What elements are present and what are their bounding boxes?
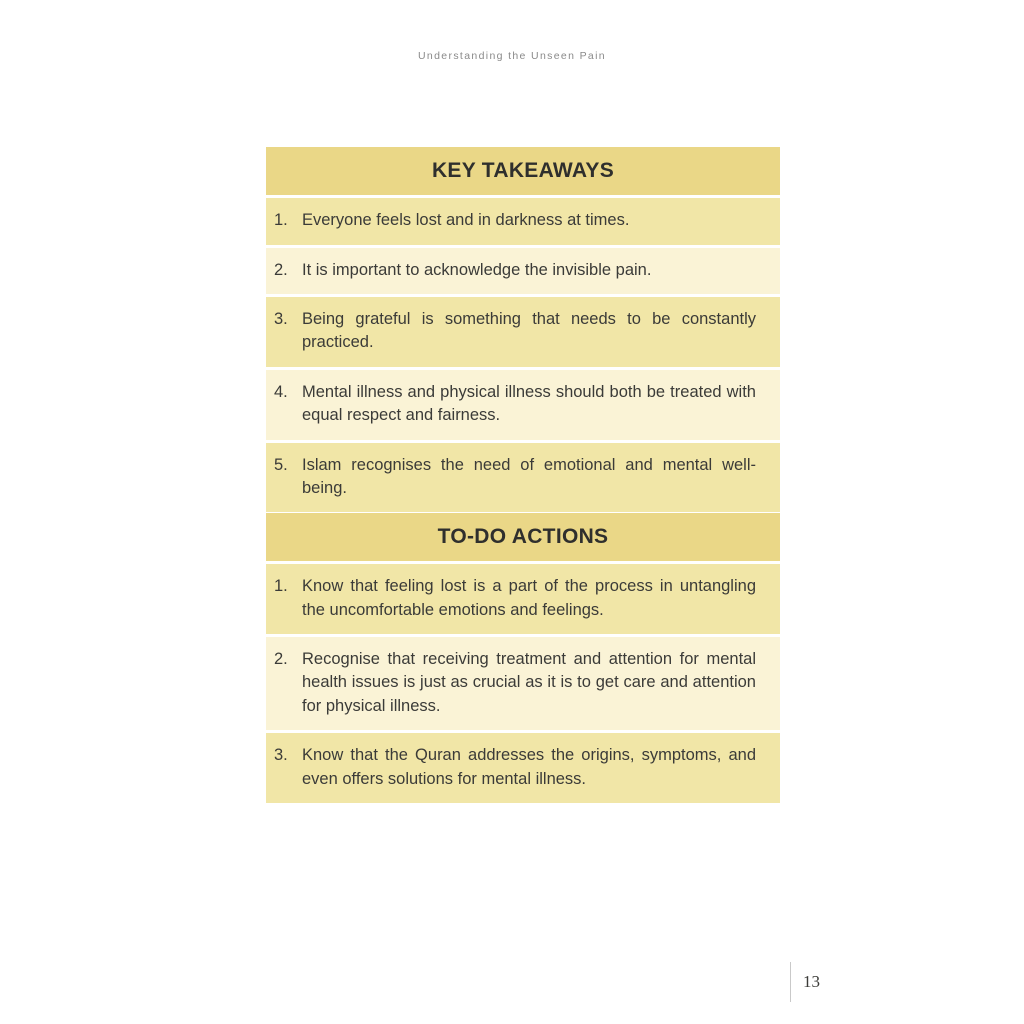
table-row: [266, 561, 780, 634]
table-row: [266, 367, 780, 440]
list-item-number: 1.: [274, 211, 288, 230]
list-item-number: 5.: [274, 455, 288, 474]
list-item-text: Know that feeling lost is a part of the process in untangling the uncomfortable emotions and feelings.: [302, 577, 756, 619]
folio: [790, 960, 820, 1004]
list-item-text: It is important to acknowledge the invisible pain.: [302, 260, 652, 279]
running-head: Understanding the Unseen Pain: [417, 50, 606, 62]
table-row: [266, 730, 780, 803]
list-item-text: Mental illness and physical illness should both be treated with equal respect and fairness.: [302, 382, 756, 425]
key-takeaways-title: KEY TAKEAWAYS: [266, 147, 780, 195]
page-number: 13: [803, 972, 820, 991]
list-item-number: 2.: [274, 649, 288, 668]
to-do-actions-title: TO-DO ACTIONS: [266, 513, 780, 561]
list-item-number: 3.: [274, 746, 288, 765]
to-do-actions-table: [266, 513, 780, 803]
table-row: [266, 245, 780, 294]
list-item-number: 2.: [274, 260, 288, 279]
list-item-number: 4.: [274, 382, 288, 401]
list-item-text: Being grateful is something that needs to be constantly practiced.: [302, 309, 756, 352]
table-row: [266, 440, 780, 513]
folio-divider: [790, 962, 791, 1002]
to-do-actions-rows: [266, 561, 780, 803]
table-row: [266, 195, 780, 244]
key-takeaways-table: [266, 147, 780, 512]
list-item-text: Islam recognises the need of emotional and mental well-being.: [302, 455, 756, 498]
list-item-number: 1.: [274, 577, 288, 596]
list-item-text: Recognise that receiving treatment and attention for mental health issues is just as crucial as it is to get care and attention for physical illness.: [302, 649, 756, 715]
key-takeaways-rows: [266, 195, 780, 512]
list-item-text: Know that the Quran addresses the origins, symptoms, and even offers solutions for mental illness.: [302, 746, 756, 788]
table-row: [266, 294, 780, 367]
list-item-text: Everyone feels lost and in darkness at times.: [302, 211, 630, 230]
table-row: [266, 634, 780, 730]
list-item-number: 3.: [274, 309, 288, 328]
